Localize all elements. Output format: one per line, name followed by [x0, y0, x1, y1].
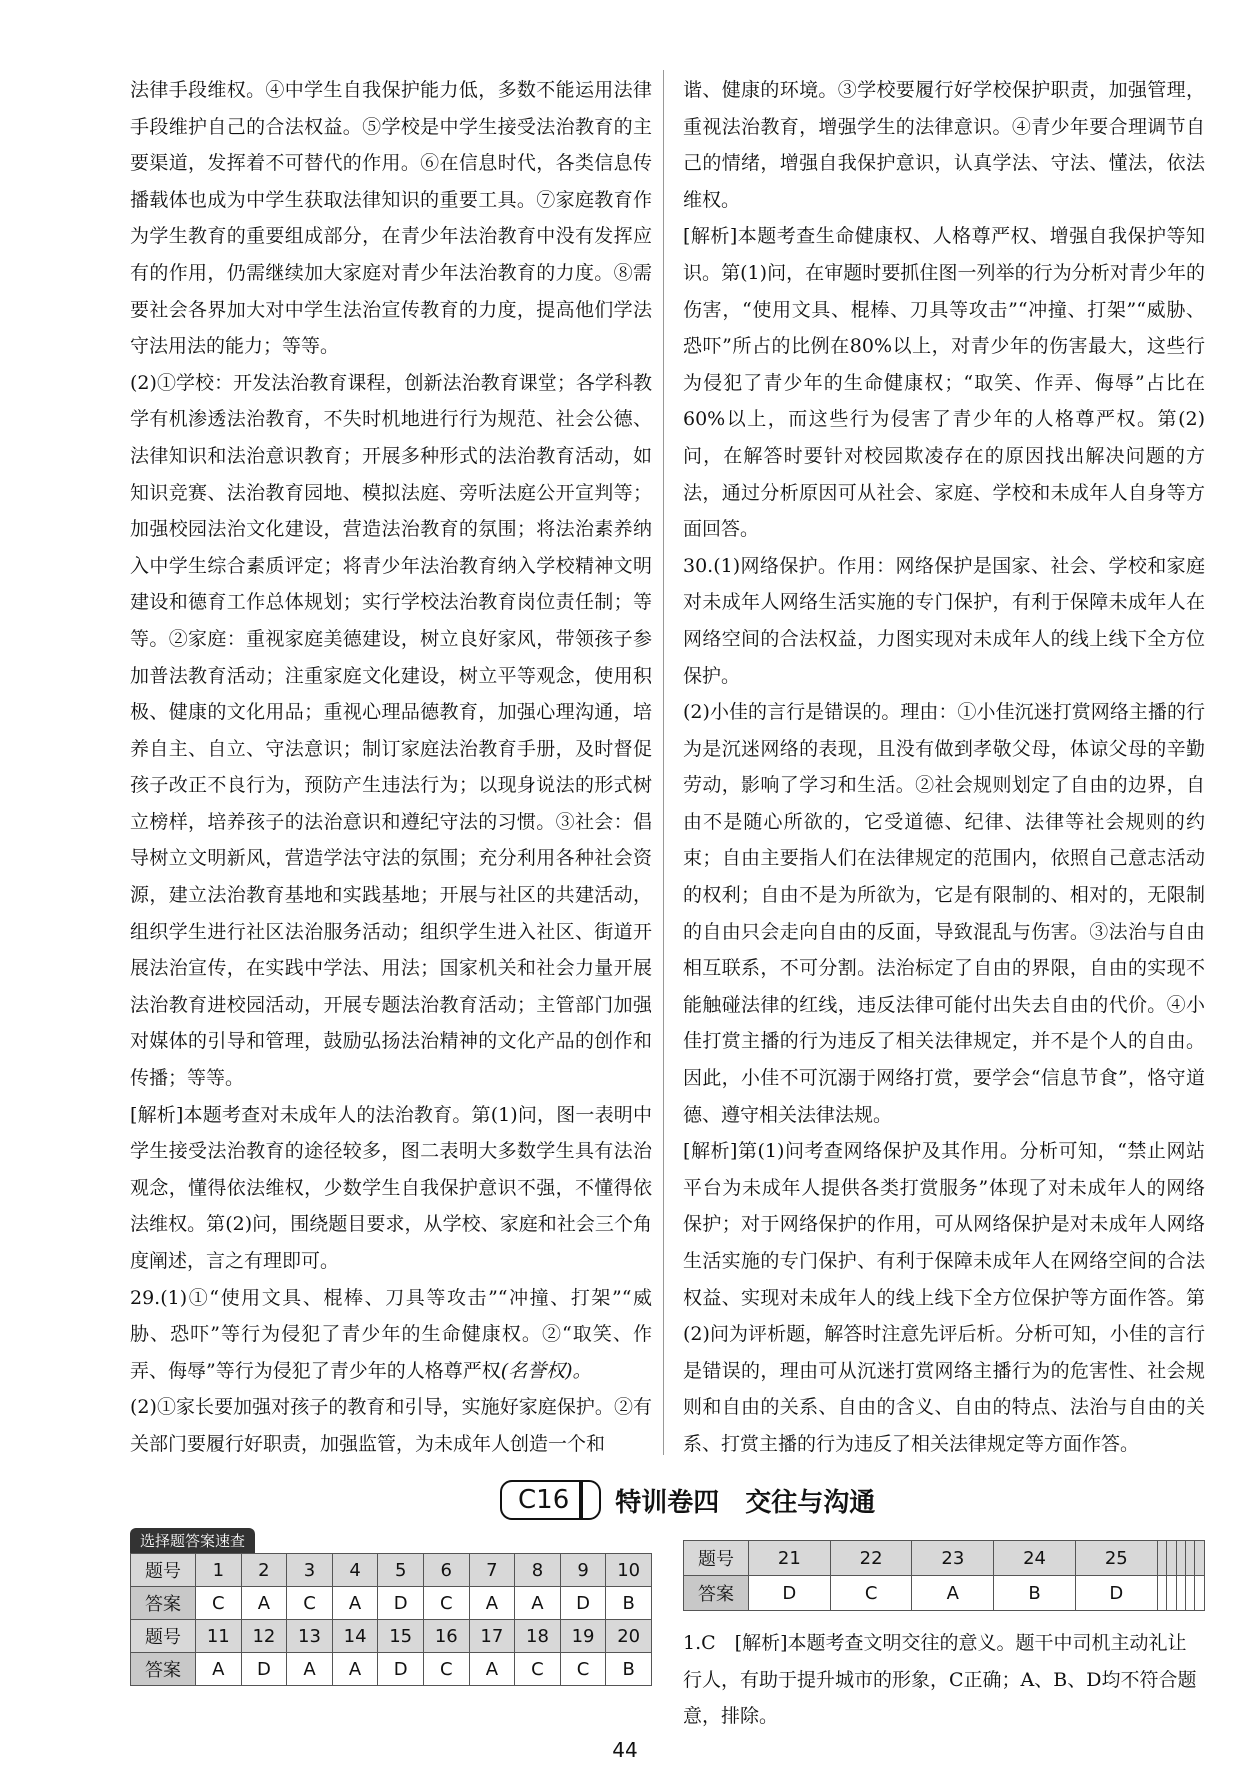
- section-code-badge: C16: [500, 1480, 601, 1520]
- answer-cell: [1167, 1576, 1176, 1611]
- answer-cell: [1186, 1541, 1195, 1576]
- answer-key-tab-label: 选择题答案速查: [130, 1528, 255, 1553]
- row-label: 答案: [131, 1587, 196, 1620]
- answer-cell: A: [332, 1653, 378, 1686]
- paragraph: [解析]本题考查对未成年人的法治教育。第(1)问，图一表明中学生接受法治教育的途径较多，图二表明大多数学生具有法治观念，懂得依法维权，少数学生自我保护意识不强，不懂得依法维权。第(2)问，围绕题目要求，从学校、家庭和社会三个角度阐述，言之有理即可。: [130, 1103, 652, 1272]
- answer-cell: A: [469, 1653, 515, 1686]
- answer-cell: C: [423, 1653, 469, 1686]
- section-title-text: 特训卷四 交往与沟通: [615, 1487, 876, 1518]
- answer-cell: D: [560, 1587, 606, 1620]
- answer-cell: A: [196, 1653, 242, 1686]
- answer-table: [130, 1553, 652, 1686]
- row-label: 题号: [131, 1554, 196, 1587]
- answer-cell: B: [606, 1587, 652, 1620]
- answer-cell: [1176, 1576, 1185, 1611]
- row-label: 题号: [131, 1620, 196, 1653]
- answer-cell: D: [1075, 1576, 1157, 1611]
- answer-cell: 10: [606, 1554, 652, 1587]
- handwritten-note: (名誉权)。: [500, 1359, 592, 1382]
- answer-cell: C: [423, 1587, 469, 1620]
- paragraph: [130, 1280, 652, 1390]
- section-heading: [500, 1480, 875, 1520]
- answer-key-table-right: [683, 1540, 1205, 1611]
- answer-cell: 8: [515, 1554, 561, 1587]
- answer-cell: C: [196, 1587, 242, 1620]
- paragraph: 谐、健康的环境。③学校要履行好学校保护职责，加强管理，重视法治教育，增强学生的法律意识。④青少年要合理调节自己的情绪，增强自我保护意识，认真学法、守法、懂法，依法维权。: [683, 79, 1205, 211]
- answer-cell: [1195, 1576, 1205, 1611]
- paragraph: 30.(1)网络保护。作用：网络保护是国家、社会、学校和家庭对未成年人网络生活实施的专门保护，有利于保障未成年人在网络空间的合法权益，力图实现对未成年人的线上线下全方位保护。: [683, 554, 1205, 687]
- answer-cell: 4: [332, 1554, 378, 1587]
- answer-cell: 13: [287, 1620, 333, 1653]
- answer-cell: 23: [912, 1541, 994, 1576]
- answer-cell: 5: [378, 1554, 424, 1587]
- answer-29-part1: 29.(1)①“使用文具、棍棒、刀具等攻击”“冲撞、打架”“威胁、恐吓”等行为侵犯了青少年的生命健康权。②“取笑、作弄、侮辱”等行为侵犯了青少年的人格尊严权: [130, 1286, 652, 1382]
- answer-cell: 20: [606, 1620, 652, 1653]
- answer-cell: D: [749, 1576, 831, 1611]
- answer-cell: C: [830, 1576, 912, 1611]
- paragraph: [解析]本题考查生命健康权、人格尊严权、增强自我保护等知识。第(1)问，在审题时要抓住图一列举的行为分析对青少年的伤害，“使用文具、棍棒、刀具等攻击”“冲撞、打架”“威胁、恐吓”所占的比例在80%以上，对青少年的伤害最大，这些行为侵犯了青少年的生命健康权；“取笑、作弄、侮辱”占比在60%以上，而这些行为侵害了青少年的人格尊严权。第(2)问，在解答时要针对校园欺凌存在的原因找出解决问题的方法，通过分析原因可从社会、家庭、学校和未成年人自身等方面回答。: [683, 225, 1205, 541]
- answer-cell: 3: [287, 1554, 333, 1587]
- paragraph: [解析]第(1)问考查网络保护及其作用。分析可知，“禁止网站平台为未成年人提供各类打赏服务”体现了对未成年人的网络保护；对于网络保护的作用，可从网络保护是对未成年人网络生活实施的专门保护、有利于保障未成年人在网络空间的合法权益、实现对未成年人的线上线下全方位保护等方面作答。第(2)问为评析题，解答时注意先评后析。分析可知，小佳的言行是错误的，理由可从沉迷打赏网络主播行为的危害性、社会规则和自由的关系、自由的含义、自由的特点、法治与自由的关系、打赏主播的行为违反了相关法律规定等方面作答。: [683, 1140, 1205, 1455]
- paragraph: (2)小佳的言行是错误的。理由：①小佳沉迷打赏网络主播的行为是沉迷网络的表现，且没有做到孝敬父母，体谅父母的辛勤劳动，影响了学习和生活。②社会规则划定了自由的边界，自由不是随心所欲的，它受道德、纪律、法律等社会规则的约束；自由主要指人们在法律规定的范围内，依照自己意志活动的权利；自由不是为所欲为，它是有限制的、相对的，无限制的自由只会走向自由的反面，导致混乱与伤害。③法治与自由相互联系，不可分割。法治标定了自由的界限，自由的实现不能触碰法律的红线，违反法律可能付出失去自由的代价。④小佳打赏主播的行为违反了相关法律规定，并不是个人的自由。因此，小佳不可沉溺于网络打赏，要学会“信息节食”，恪守道德、遵守相关法律法规。: [683, 701, 1205, 1126]
- answer-cell: A: [241, 1587, 287, 1620]
- answer-cell: D: [241, 1653, 287, 1686]
- answer-cell: B: [606, 1653, 652, 1686]
- row-label: 答案: [131, 1653, 196, 1686]
- answer-cell: 24: [994, 1541, 1076, 1576]
- answer-cell: 9: [560, 1554, 606, 1587]
- answer-cell: 14: [332, 1620, 378, 1653]
- right-text-column: [683, 72, 1205, 1463]
- answer-cell: D: [378, 1653, 424, 1686]
- answer-cell: 16: [423, 1620, 469, 1653]
- answer-cell: [1186, 1576, 1195, 1611]
- answer-cell: [1157, 1576, 1166, 1611]
- page-number: 44: [612, 1738, 638, 1762]
- answer-cell: 17: [469, 1620, 515, 1653]
- paragraph: (2)①学校：开发法治教育课程，创新法治教育课堂；各学科教学有机渗透法治教育，不失时机地进行行为规范、社会公德、法律知识和法治意识教育；开展多种形式的法治教育活动，如知识竞赛、法治教育园地、模拟法庭、旁听法庭公开宣判等；加强校园法治文化建设，营造法治教育的氛围；将法治素养纳入中学生综合素质评定；将青少年法治教育纳入学校精神文明建设和德育工作总体规划；实行学校法治教育岗位责任制；等等。②家庭：重视家庭美德建设，树立良好家风，带领孩子参加普法教育活动；注重家庭文化建设，树立平等观念，使用积极、健康的文化用品；重视心理品德教育，加强心理沟通，培养自主、自立、守法意识；制订家庭法治教育手册，及时督促孩子改正不良行为，预防产生违法行为；以现身说法的形式树立榜样，培养孩子的法治意识和遵纪守法的习惯。③社会：倡导树立文明新风，营造学法守法的氛围；充分利用各种社会资源，建立法治教育基地和实践基地；开展与社区的共建活动，组织学生进行社区法治服务活动；组织学生进入社区、街道开展法治宣传，在实践中学法、用法；国家机关和社会力量开展法治教育进校园活动，开展专题法治教育活动；主管部门加强对媒体的引导和管理，鼓励弘扬法治精神的文化产品的创作和传播；等等。: [130, 371, 652, 1090]
- answer-cell: 25: [1075, 1541, 1157, 1576]
- answer-cell: 21: [749, 1541, 831, 1576]
- answer-cell: B: [994, 1576, 1076, 1611]
- answer-cell: C: [287, 1587, 333, 1620]
- answer-cell: A: [912, 1576, 994, 1611]
- answer-cell: 19: [560, 1620, 606, 1653]
- answer-cell: 2: [241, 1554, 287, 1587]
- answer-key-table-left: [130, 1528, 652, 1686]
- paragraph: (2)①家长要加强对孩子的教育和引导，实施好家庭保护。②有关部门要履行好职责，加强监管，为未成年人创造一个和: [130, 1396, 652, 1455]
- answer-cell: 1: [196, 1554, 242, 1587]
- answer-cell: A: [332, 1587, 378, 1620]
- row-label: 题号: [684, 1541, 749, 1576]
- answer-cell: 7: [469, 1554, 515, 1587]
- answer-cell: C: [515, 1653, 561, 1686]
- answer-cell: 18: [515, 1620, 561, 1653]
- answer-cell: D: [378, 1587, 424, 1620]
- answer-cell: 6: [423, 1554, 469, 1587]
- answer-cell: 22: [830, 1541, 912, 1576]
- answer-cell: 11: [196, 1620, 242, 1653]
- answer-table: [683, 1540, 1205, 1611]
- answer-cell: A: [287, 1653, 333, 1686]
- answer-cell: [1195, 1541, 1205, 1576]
- left-text-column: [130, 72, 652, 1463]
- paragraph: 法律手段维权。④中学生自我保护能力低，多数不能运用法律手段维护自己的合法权益。⑤学校是中学生接受法治教育的主要渠道，发挥着不可替代的作用。⑥在信息时代，各类信息传播载体也成为中学生获取法律知识的重要工具。⑦家庭教育作为学生教育的重要组成部分，在青少年法治教育中没有发挥应有的作用，仍需继续加大家庭对青少年法治教育的力度。⑧需要社会各界加大对中学生法治宣传教育的力度，提高他们学法守法用法的能力；等等。: [130, 79, 652, 358]
- answer-cell: 15: [378, 1620, 424, 1653]
- answer-cell: 12: [241, 1620, 287, 1653]
- answer-cell: [1157, 1541, 1166, 1576]
- answer-cell: A: [469, 1587, 515, 1620]
- answer-cell: [1176, 1541, 1185, 1576]
- answer-cell: [1167, 1541, 1176, 1576]
- question-1-explanation: 1.C [解析]本题考查文明交往的意义。题干中司机主动礼让行人，有助于提升城市的形象，C正确；A、B、D均不符合题意，排除。: [683, 1632, 1197, 1728]
- answer-cell: A: [515, 1587, 561, 1620]
- answer-cell: C: [560, 1653, 606, 1686]
- row-label: 答案: [684, 1576, 749, 1611]
- column-divider: [663, 70, 664, 1455]
